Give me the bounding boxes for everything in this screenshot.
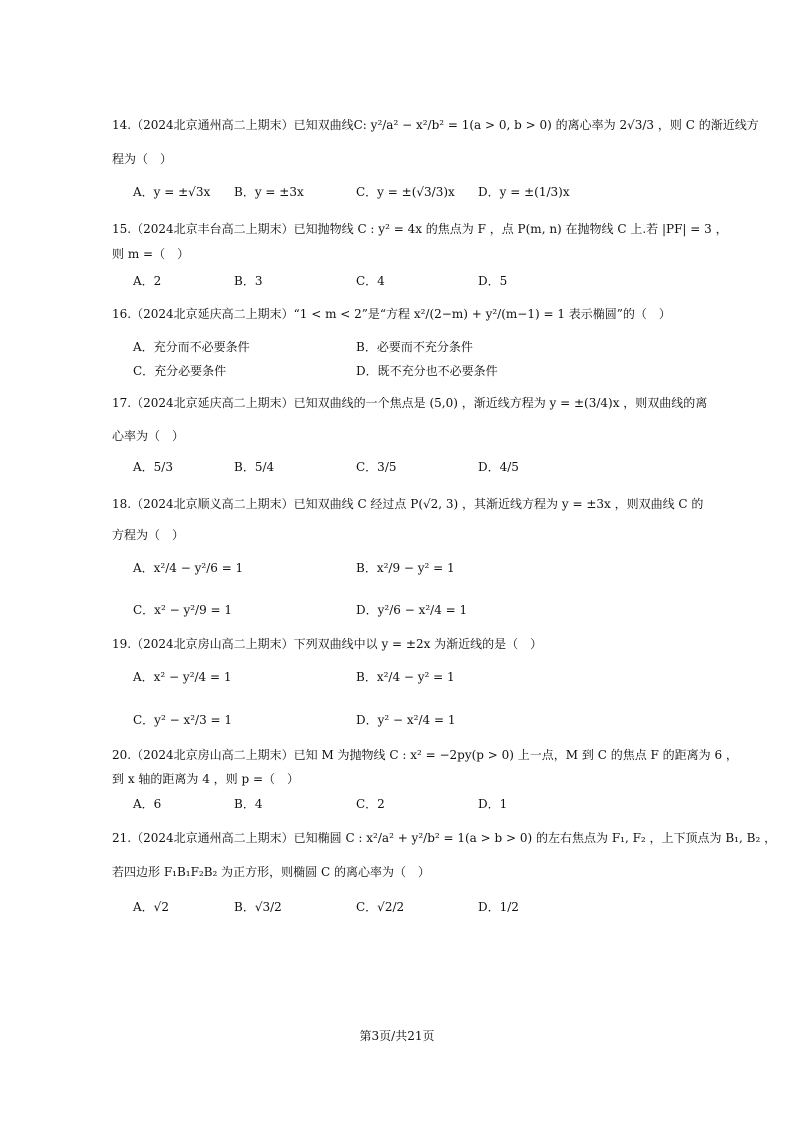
q18-option-d: D．y²/6 − x²/4 = 1 [356,603,468,617]
q17-option-c: C．3/5 [356,460,397,474]
question-14-stem: 14.（2024北京通州高二上期末）已知双曲线C: y²/a² − x²/b² = 1(a > 0, b > 0) 的离心率为 2√3/3 ，则 C 的渐近线方 [112,118,759,132]
q20-option-d: D．1 [478,797,508,811]
q15-option-b: B．3 [234,274,263,288]
q14-option-b: B．y = ±3x [234,185,304,199]
q17-option-d: D．4/5 [478,460,519,474]
question-18-stem: 18.（2024北京顺义高二上期末）已知双曲线 C 经过点 P(√2, 3) ，其渐近线方程为 y = ±3x ，则双曲线 C 的 [112,497,704,511]
q19-option-b: B．x²/4 − y² = 1 [356,670,455,684]
q21-option-a: A．√2 [133,900,169,914]
q19-option-d: D．y² − x²/4 = 1 [356,713,456,727]
question-14-stem-cont: 程为（ ） [112,152,173,166]
question-18-stem-cont: 方程为（ ） [112,528,185,542]
question-19-stem: 19.（2024北京房山高二上期末）下列双曲线中以 y = ±2x 为渐近线的是（ ） [112,637,543,651]
q16-option-a: A．充分而不必要条件 [133,340,250,354]
question-20-stem: 20.（2024北京房山高二上期末）已知 M 为抛物线 C : x² = −2py(p > 0) 上一点，M 到 C 的焦点 F 的距离为 6 ， [112,748,738,762]
q21-option-d: D．1/2 [478,900,519,914]
q20-option-a: A．6 [133,797,162,811]
page-footer: 第3页/共21页 [359,1029,435,1043]
question-15-stem: 15.（2024北京丰台高二上期末）已知抛物线 C : y² = 4x 的焦点为 F ，点 P(m, n) 在抛物线 C 上.若 |PF| = 3 ， [112,222,728,236]
q14-option-d: D．y = ±(1/3)x [478,185,570,199]
question-16-stem: 16.（2024北京延庆高二上期末）“1 < m < 2”是“方程 x²/(2−m) + y²/(m−1) = 1 表示椭圆”的（ ） [112,307,671,321]
q19-option-a: A．x² − y²/4 = 1 [133,670,232,684]
q20-option-b: B．4 [234,797,263,811]
q18-option-c: C．x² − y²/9 = 1 [133,603,233,617]
question-21-stem: 21.（2024北京通州高二上期末）已知椭圆 C : x²/a² + y²/b² = 1(a > b > 0) 的左右焦点为 F₁, F₂ ，上下顶点为 B₁, B₂ ， [112,831,777,845]
question-20-stem-cont: 到 x 轴的距离为 4 ，则 p =（ ） [112,772,300,786]
q14-option-a: A．y = ±√3x [133,185,211,199]
q17-option-b: B．5/4 [234,460,275,474]
q15-option-c: C．4 [356,274,385,288]
question-21-stem-cont: 若四边形 F₁B₁F₂B₂ 为正方形，则椭圆 C 的离心率为（ ） [112,865,430,879]
q15-option-d: D．5 [478,274,508,288]
q16-option-d: D．既不充分也不必要条件 [356,364,498,378]
q15-option-a: A．2 [133,274,162,288]
question-17-stem-cont: 心率为（ ） [112,429,185,443]
q20-option-c: C．2 [356,797,385,811]
q18-option-a: A．x²/4 − y²/6 = 1 [133,561,244,575]
q21-option-c: C．√2/2 [356,900,405,914]
q21-option-b: B．√3/2 [234,900,282,914]
q19-option-c: C．y² − x²/3 = 1 [133,713,233,727]
q14-option-c: C．y = ±(√3/3)x [356,185,455,199]
q17-option-a: A．5/3 [133,460,173,474]
q16-option-c: C．充分必要条件 [133,364,227,378]
q18-option-b: B．x²/9 − y² = 1 [356,561,455,575]
question-15-stem-cont: 则 m =（ ） [112,247,190,261]
q16-option-b: B．必要而不充分条件 [356,340,473,354]
question-17-stem: 17.（2024北京延庆高二上期末）已知双曲线的一个焦点是 (5,0) ，渐近线方程为 y = ±(3/4)x ，则双曲线的离 [112,396,708,410]
